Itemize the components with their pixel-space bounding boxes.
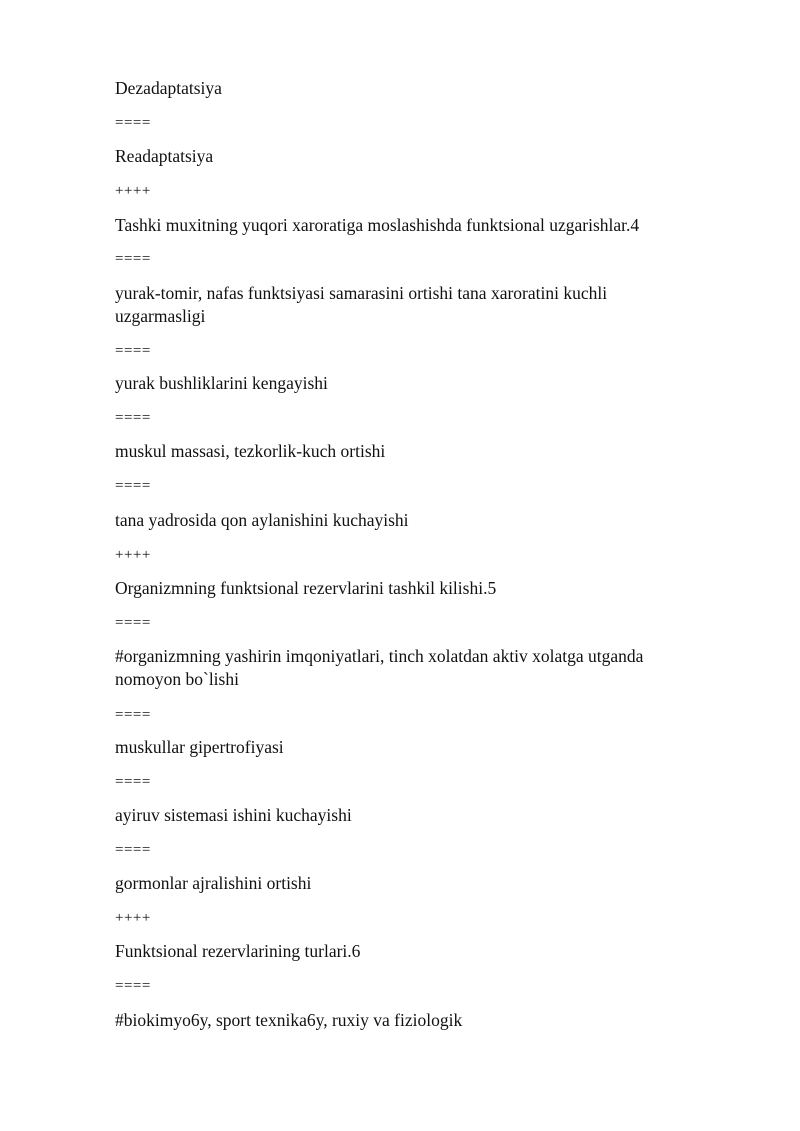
separator-line: ====: [115, 478, 151, 494]
text-line: tana yadrosida qon aylanishini kuchayishi: [115, 510, 409, 530]
text-line: Readaptatsiya: [115, 146, 214, 166]
separator-line: ====: [115, 707, 151, 723]
separator-line: ====: [115, 410, 151, 426]
text-line: gormonlar ajralishini ortishi: [115, 873, 312, 893]
text-line: yurak bushliklarini kengayishi: [115, 373, 328, 393]
separator-line: ====: [115, 774, 151, 790]
text-line: Tashki muxitning yuqori xaroratiga moslashishda funktsional uzgarishlar.4: [115, 215, 640, 235]
text-line: #organizmning yashirin imqoniyatlari, tinch xolatdan aktiv xolatga utganda nomoyon bo`lishi: [115, 646, 644, 689]
text-line: yurak-tomir, nafas funktsiyasi samarasini ortishi tana xaroratini kuchli uzgarmasligi: [115, 283, 608, 326]
text-line: Funktsional rezervlarining turlari.6: [115, 941, 361, 961]
separator-line: ====: [115, 615, 151, 631]
text-line: muskullar gipertrofiyasi: [115, 737, 284, 757]
separator-line: ====: [115, 343, 151, 359]
text-line: muskul massasi, tezkorlik-kuch ortishi: [115, 441, 386, 461]
text-line: ayiruv sistemasi ishini kuchayishi: [115, 805, 352, 825]
separator-line: ====: [115, 115, 151, 131]
text-line: Organizmning funktsional rezervlarini tashkil kilishi.5: [115, 578, 497, 598]
separator-line: ++++: [115, 183, 151, 199]
text-line: #biokimyo6y, sport texnika6y, ruxiy va fiziologik: [115, 1010, 463, 1030]
text-line: Dezadaptatsiya: [115, 78, 222, 98]
separator-line: ====: [115, 978, 151, 994]
separator-line: ====: [115, 251, 151, 267]
separator-line: ++++: [115, 910, 151, 926]
separator-line: ++++: [115, 547, 151, 563]
separator-line: ====: [115, 842, 151, 858]
